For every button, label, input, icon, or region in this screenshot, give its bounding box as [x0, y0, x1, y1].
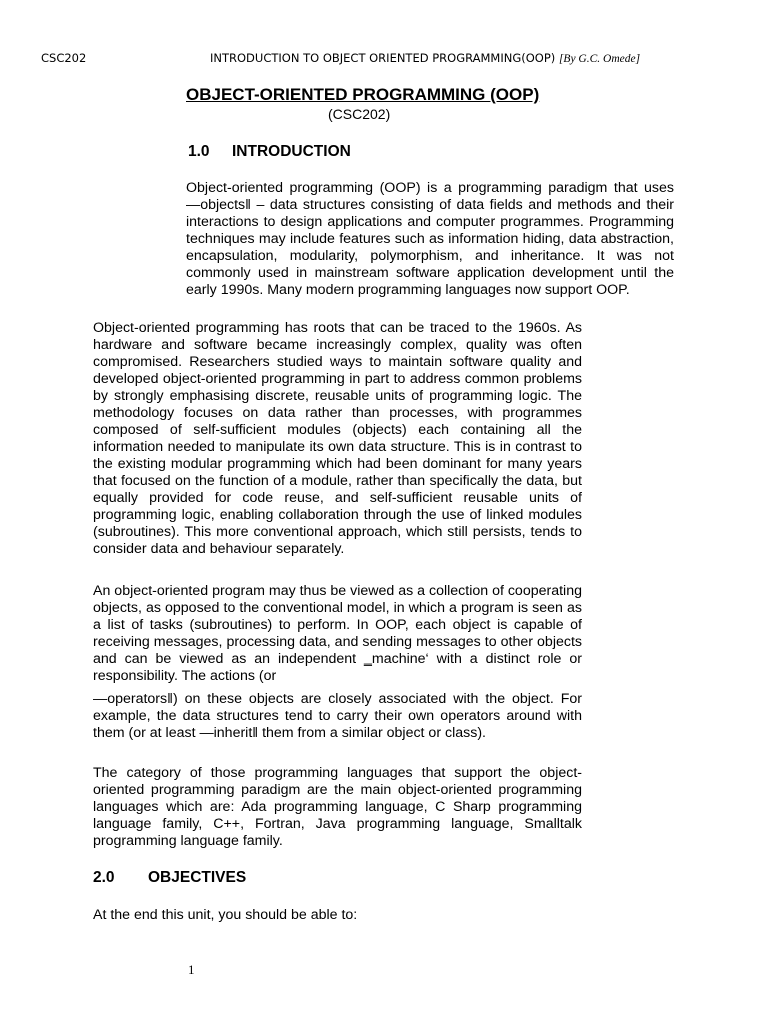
header-course-code: CSC202: [41, 51, 87, 65]
section-heading-objectives: [93, 869, 246, 887]
document-title: OBJECT-ORIENTED PROGRAMMING (OOP): [186, 85, 540, 104]
paragraph-objectives-intro: At the end this unit, you should be able to:: [93, 907, 358, 923]
header-title-text: INTRODUCTION TO OBJECT ORIENTED PROGRAMMING(OOP): [210, 51, 556, 65]
paragraph-operators: ―operators‖) on these objects are closely associated with the object. For example, the data structures tend to carry their own operators around with them (or at least ―inherit‖ them from a similar object or class).: [93, 691, 582, 741]
paragraph-intro: Object-oriented programming (OOP) is a programming paradigm that uses ―objects‖ – data structures consisting of data fields and methods and their interactions to design applications and computer programmes. Programming techniques may include features such as information hiding, data abstraction, encapsulation, modularity, polymorphism, and inheritance. It was not commonly used in mainstream software application development until the early 1990s. Many modern programming languages now support OOP.: [186, 180, 674, 298]
section-number: 2.0: [93, 869, 115, 886]
document-subtitle: (CSC202): [328, 106, 391, 122]
section-heading-introduction: [188, 143, 351, 161]
section-title: OBJECTIVES: [148, 869, 247, 886]
page-number: 1: [188, 962, 195, 977]
header-course-title: [210, 51, 640, 65]
paragraph-languages: The category of those programming languages that support the object- oriented programming paradigm are the main object-oriented programming languages which are: Ada programming language, C Sharp programming language family, C++, Fortran, Java programming language, Smalltalk programming language family.: [93, 765, 582, 849]
section-number: 1.0: [188, 143, 210, 160]
header-author: [By G.C. Omede]: [558, 53, 641, 65]
section-title: INTRODUCTION: [232, 143, 351, 160]
paragraph-history: Object-oriented programming has roots that can be traced to the 1960s. As hardware and software became increasingly complex, quality was often compromised. Researchers studied ways to maintain software quality and developed object-oriented programming in part to address common problems by strongly emphasising discrete, reusable units of programming logic. The methodology focuses on data rather than processes, with programmes composed of self-sufficient modules (objects) each containing all the information needed to manipulate its own data structure. This is in contrast to the existing modular programming which had been dominant for many years that focused on the function of a module, rather than specifically the data, but equally provided for code reuse, and self-sufficient reusable units of programming logic, enabling collaboration through the use of linked modules (subroutines). This more conventional approach, which still persists, tends to consider data and behaviour separately.: [93, 320, 582, 557]
paragraph-objects: An object-oriented program may thus be viewed as a collection of cooperating objects, as opposed to the conventional model, in which a program is seen as a list of tasks (subroutines) to perform. In OOP, each object is capable of receiving messages, processing data, and sending messages to other objects and can be viewed as an independent ‗machine‘ with a distinct role or responsibility. The actions (or: [93, 583, 582, 684]
